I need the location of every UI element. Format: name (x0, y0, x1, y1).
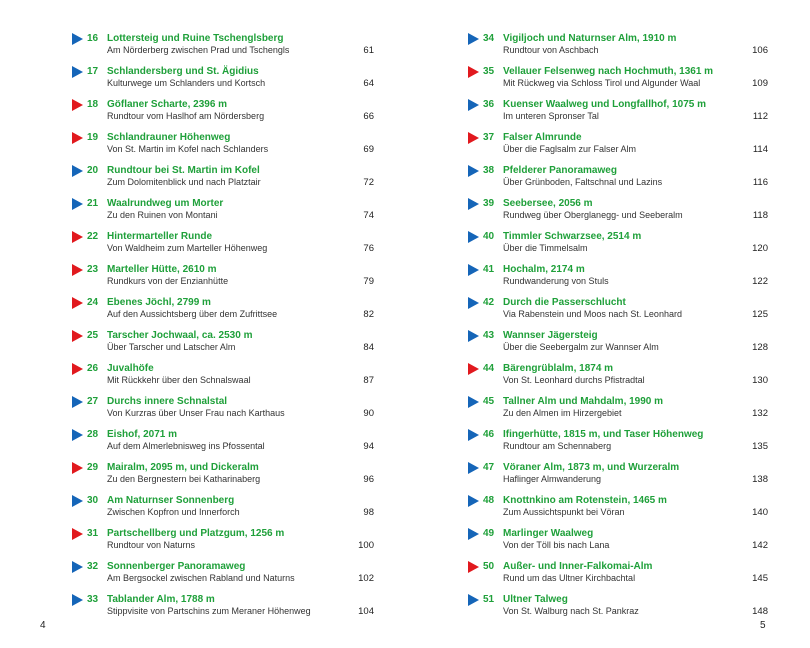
page-reference: 120 (752, 243, 768, 254)
route-subtitle: Zu den Almen im Hirzergebiet (503, 408, 622, 418)
page-reference: 72 (363, 177, 374, 188)
triangle-marker-icon (468, 231, 479, 243)
route-title: Tallner Alm und Mahdalm, 1990 m (503, 396, 664, 407)
route-subtitle: Auf den Aussichtsberg über dem Zufrittsee (107, 309, 278, 319)
route-subtitle: Zum Aussichtspunkt bei Vöran (503, 507, 625, 517)
toc-entry (468, 162, 768, 195)
route-subtitle: Über Grünboden, Faltschnal und Lazins (503, 177, 663, 187)
route-subtitle: Zum Dolomitenblick und nach Platztair (107, 177, 261, 187)
route-title: Lottersteig und Ruine Tschenglsberg (107, 33, 284, 44)
toc-entry (72, 30, 374, 63)
page-reference: 116 (752, 177, 768, 188)
page-reference: 128 (752, 342, 768, 353)
route-subtitle: Zu den Bergnestern bei Katharinaberg (107, 474, 261, 484)
route-title: Vöraner Alm, 1873 m, und Wurzeralm (503, 462, 680, 473)
route-subtitle: Kulturwege um Schlanders und Kortsch (107, 78, 266, 88)
triangle-marker-icon (72, 198, 83, 210)
page-reference: 148 (752, 606, 768, 617)
triangle-marker-icon (468, 396, 479, 408)
route-title: Timmler Schwarzsee, 2514 m (503, 231, 642, 242)
page-reference: 82 (363, 309, 374, 320)
route-title: Waalrundweg um Morter (107, 198, 224, 209)
route-title: Juvalhöfe (107, 363, 154, 374)
route-number: 32 (87, 561, 99, 572)
triangle-marker-icon (72, 165, 83, 177)
route-number: 45 (483, 396, 495, 407)
triangle-marker-icon (72, 396, 83, 408)
page-reference: 74 (363, 210, 374, 221)
route-number: 34 (483, 33, 495, 44)
toc-entry (468, 63, 768, 96)
route-subtitle: Rundwanderung von Stuls (503, 276, 609, 286)
route-number: 16 (87, 33, 99, 44)
route-number: 20 (87, 165, 99, 176)
triangle-marker-icon (72, 561, 83, 573)
triangle-marker-icon (72, 66, 83, 78)
route-title: Ebenes Jöchl, 2799 m (107, 297, 211, 308)
page-reference: 98 (363, 507, 374, 518)
triangle-marker-icon (72, 264, 83, 276)
triangle-marker-icon (72, 594, 83, 606)
route-number: 40 (483, 231, 495, 242)
triangle-marker-icon (72, 297, 83, 309)
route-title: Wannser Jägersteig (503, 330, 598, 341)
toc-entry (468, 558, 768, 591)
route-number: 49 (483, 528, 495, 539)
page-reference: 102 (358, 573, 374, 584)
route-subtitle: Am Bergsockel zwischen Rabland und Naturns (107, 573, 295, 583)
page-reference: 145 (752, 573, 768, 584)
toc-entry (468, 393, 768, 426)
page-reference: 106 (752, 45, 768, 56)
page-reference: 100 (358, 540, 374, 551)
triangle-marker-icon (468, 330, 479, 342)
route-subtitle: Mit Rückweg via Schloss Tirol und Algunder Waal (503, 78, 701, 88)
toc-entry (468, 129, 768, 162)
triangle-marker-icon (468, 594, 479, 606)
toc-entry (468, 195, 768, 228)
toc-entry (468, 525, 768, 558)
page-reference: 118 (752, 210, 768, 221)
route-number: 50 (483, 561, 495, 572)
route-number: 27 (87, 396, 99, 407)
page-reference: 130 (752, 375, 768, 386)
route-subtitle: Von Waldheim zum Marteller Höhenweg (107, 243, 268, 253)
route-title: Am Naturnser Sonnenberg (107, 495, 235, 506)
route-title: Marteller Hütte, 2610 m (107, 264, 217, 275)
toc-right-column (468, 30, 768, 624)
route-subtitle: Rundweg über Oberglanegg- und Seeberalm (503, 210, 683, 220)
toc-entry (72, 294, 374, 327)
route-title: Außer- und Inner-Falkomai-Alm (503, 561, 653, 572)
route-subtitle: Rundtour am Schennaberg (503, 441, 612, 451)
page-reference: 109 (752, 78, 768, 89)
route-number: 24 (87, 297, 99, 308)
route-title: Tarscher Jochwaal, ca. 2530 m (107, 330, 253, 341)
route-number: 21 (87, 198, 99, 209)
route-title: Vigiljoch und Naturnser Alm, 1910 m (503, 33, 677, 44)
route-subtitle: Von St. Walburg nach St. Pankraz (503, 606, 639, 616)
triangle-marker-icon (468, 99, 479, 111)
route-number: 43 (483, 330, 495, 341)
route-title: Hintermarteller Runde (107, 231, 213, 242)
route-number: 25 (87, 330, 99, 341)
route-title: Kuenser Waalweg und Longfallhof, 1075 m (503, 99, 706, 110)
toc-entry (72, 63, 374, 96)
triangle-marker-icon (72, 528, 83, 540)
route-number: 17 (87, 66, 99, 77)
route-subtitle: Haflinger Almwanderung (503, 474, 602, 484)
toc-entry (72, 426, 374, 459)
route-number: 30 (87, 495, 99, 506)
route-title: Durchs innere Schnalstal (107, 396, 228, 407)
route-title: Schlandersberg und St. Ägidius (107, 66, 259, 77)
triangle-marker-icon (468, 462, 479, 474)
route-number: 31 (87, 528, 99, 539)
triangle-marker-icon (468, 429, 479, 441)
route-subtitle: Über die Timmelsalm (503, 243, 588, 253)
page-reference: 79 (363, 276, 374, 287)
toc-entry (468, 261, 768, 294)
page-reference: 61 (363, 45, 374, 56)
triangle-marker-icon (468, 561, 479, 573)
page-reference: 64 (363, 78, 374, 89)
route-number: 41 (483, 264, 495, 275)
page-reference: 104 (358, 606, 374, 617)
triangle-marker-icon (468, 66, 479, 78)
route-title: Seebersee, 2056 m (503, 198, 593, 209)
triangle-marker-icon (468, 33, 479, 45)
toc-entry (468, 360, 768, 393)
page-reference: 69 (363, 144, 374, 155)
route-subtitle: Zu den Ruinen von Montani (107, 210, 218, 220)
route-number: 19 (87, 132, 99, 143)
route-title: Pfelderer Panoramaweg (503, 165, 617, 176)
route-subtitle: Im unteren Spronser Tal (503, 111, 599, 121)
page-reference: 142 (752, 540, 768, 551)
triangle-marker-icon (468, 165, 479, 177)
toc-entry (468, 30, 768, 63)
route-subtitle: Stippvisite von Partschins zum Meraner Höhenweg (107, 606, 311, 616)
toc-entry (468, 591, 768, 624)
route-number: 33 (87, 594, 99, 605)
route-title: Bärengrüblalm, 1874 m (503, 363, 614, 374)
route-subtitle: Rundkurs von der Enzianhütte (107, 276, 229, 286)
route-title: Ifingerhütte, 1815 m, und Taser Höhenweg (503, 429, 704, 440)
route-title: Vellauer Felsenweg nach Hochmuth, 1361 m (503, 66, 714, 77)
triangle-marker-icon (72, 363, 83, 375)
route-number: 35 (483, 66, 495, 77)
route-number: 18 (87, 99, 99, 110)
toc-entry (72, 459, 374, 492)
route-subtitle: Zwischen Kopfron und Innerforch (107, 507, 240, 517)
route-number: 37 (483, 132, 495, 143)
toc-entry (72, 393, 374, 426)
page-reference: 140 (752, 507, 768, 518)
route-subtitle: Über die Faglsalm zur Falser Alm (503, 144, 637, 154)
route-number: 46 (483, 429, 495, 440)
route-subtitle: Rundtour vom Haslhof am Nördersberg (107, 111, 265, 121)
route-number: 51 (483, 594, 495, 605)
toc-entry (72, 228, 374, 261)
route-title: Eishof, 2071 m (107, 429, 178, 440)
triangle-marker-icon (72, 330, 83, 342)
triangle-marker-icon (72, 231, 83, 243)
route-title: Knottnkino am Rotenstein, 1465 m (503, 495, 667, 506)
toc-entry (72, 96, 374, 129)
route-title: Marlinger Waalweg (503, 528, 594, 539)
route-number: 23 (87, 264, 99, 275)
toc-entry (72, 360, 374, 393)
page-reference: 90 (363, 408, 374, 419)
route-title: Schlandrauner Höhenweg (107, 132, 231, 143)
route-subtitle: Von Kurzras über Unser Frau nach Karthaus (107, 408, 285, 418)
toc-entry (468, 327, 768, 360)
page-reference: 94 (363, 441, 374, 452)
triangle-marker-icon (468, 198, 479, 210)
page-reference: 125 (752, 309, 768, 320)
route-subtitle: Über Tarscher und Latscher Alm (107, 342, 236, 352)
toc-left-column (72, 30, 374, 624)
route-subtitle: Von der Töll bis nach Lana (503, 540, 610, 550)
route-title: Partschellberg und Platzgum, 1256 m (107, 528, 285, 539)
toc-entry (72, 162, 374, 195)
page-reference: 114 (752, 144, 768, 155)
route-number: 47 (483, 462, 495, 473)
route-number: 36 (483, 99, 495, 110)
route-title: Sonnenberger Panoramaweg (107, 561, 246, 572)
toc-entry (468, 228, 768, 261)
toc-entry (72, 327, 374, 360)
route-number: 48 (483, 495, 495, 506)
route-number: 22 (87, 231, 99, 242)
page-number-right: 5 (760, 620, 766, 631)
route-subtitle: Via Rabenstein und Moos nach St. Leonhard (503, 309, 682, 319)
page-reference: 135 (752, 441, 768, 452)
route-number: 38 (483, 165, 495, 176)
route-title: Tablander Alm, 1788 m (107, 594, 215, 605)
route-title: Göflaner Scharte, 2396 m (107, 99, 228, 110)
route-subtitle: Von St. Martin im Kofel nach Schlanders (107, 144, 269, 154)
route-subtitle: Über die Seebergalm zur Wannser Alm (503, 342, 659, 352)
page-reference: 76 (363, 243, 374, 254)
toc-entry (468, 459, 768, 492)
route-number: 28 (87, 429, 99, 440)
triangle-marker-icon (468, 297, 479, 309)
triangle-marker-icon (468, 264, 479, 276)
toc-entry (468, 426, 768, 459)
toc-entry (468, 96, 768, 129)
route-subtitle: Rundtour von Aschbach (503, 45, 599, 55)
triangle-marker-icon (72, 132, 83, 144)
route-subtitle: Am Nörderberg zwischen Prad und Tschengls (107, 45, 290, 55)
route-subtitle: Rundtour von Naturns (107, 540, 196, 550)
triangle-marker-icon (72, 33, 83, 45)
route-title: Durch die Passerschlucht (503, 297, 626, 308)
route-subtitle: Mit Rückkehr über den Schnalswaal (107, 375, 251, 385)
triangle-marker-icon (468, 363, 479, 375)
route-number: 26 (87, 363, 99, 374)
triangle-marker-icon (72, 429, 83, 441)
toc-entry (468, 492, 768, 525)
page-reference: 84 (363, 342, 374, 353)
triangle-marker-icon (72, 99, 83, 111)
page-number-left: 4 (40, 620, 46, 631)
route-number: 42 (483, 297, 495, 308)
triangle-marker-icon (72, 462, 83, 474)
page-reference: 112 (752, 111, 768, 122)
page-reference: 87 (363, 375, 374, 386)
toc-entry (468, 294, 768, 327)
route-number: 44 (483, 363, 495, 374)
route-subtitle: Auf dem Almerlebnisweg ins Pfossental (107, 441, 265, 451)
page-reference: 122 (752, 276, 768, 287)
toc-entry (72, 492, 374, 525)
triangle-marker-icon (468, 132, 479, 144)
page-reference: 96 (363, 474, 374, 485)
page-reference: 132 (752, 408, 768, 419)
route-subtitle: Rund um das Ultner Kirchbachtal (503, 573, 636, 583)
toc-entry (72, 261, 374, 294)
triangle-marker-icon (72, 495, 83, 507)
route-title: Ultner Talweg (503, 594, 568, 605)
route-title: Falser Almrunde (503, 132, 582, 143)
route-title: Mairalm, 2095 m, und Dickeralm (107, 462, 259, 473)
triangle-marker-icon (468, 495, 479, 507)
triangle-marker-icon (468, 528, 479, 540)
page-reference: 66 (363, 111, 374, 122)
toc-entry (72, 129, 374, 162)
toc-entry (72, 525, 374, 558)
toc-entry (72, 558, 374, 591)
toc-entry (72, 195, 374, 228)
toc-entry (72, 591, 374, 624)
route-number: 39 (483, 198, 495, 209)
route-title: Rundtour bei St. Martin im Kofel (107, 165, 260, 176)
route-title: Hochalm, 2174 m (503, 264, 585, 275)
page-reference: 138 (752, 474, 768, 485)
route-number: 29 (87, 462, 99, 473)
route-subtitle: Von St. Leonhard durchs Pfistradtal (503, 375, 645, 385)
